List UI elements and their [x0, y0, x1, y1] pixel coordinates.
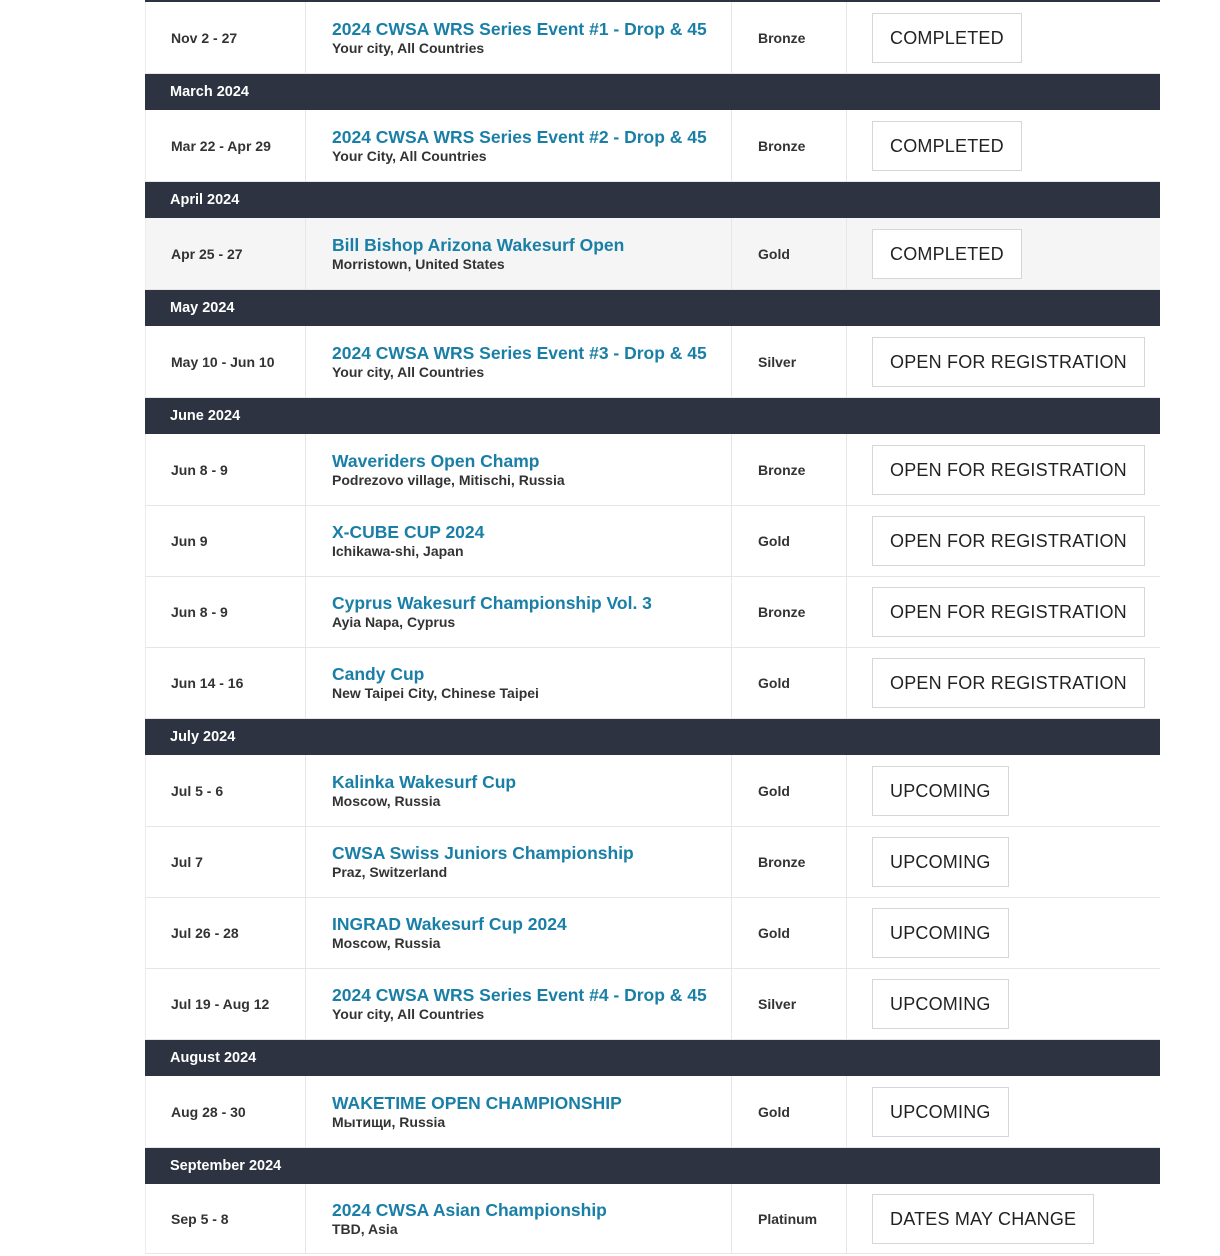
- event-info: [306, 218, 732, 289]
- event-date: Nov 2 - 27: [146, 2, 306, 73]
- event-name-link[interactable]: Bill Bishop Arizona Wakesurf Open: [332, 234, 625, 255]
- event-level: Silver: [732, 969, 847, 1039]
- event-location: Moscow, Russia: [332, 792, 441, 809]
- event-row: [145, 969, 1160, 1040]
- status-button[interactable]: COMPLETED: [872, 13, 1022, 63]
- event-row: [145, 827, 1160, 898]
- event-level: Gold: [732, 1076, 847, 1147]
- event-name-link[interactable]: Kalinka Wakesurf Cup: [332, 771, 517, 792]
- event-location: Your city, All Countries: [332, 1006, 485, 1022]
- event-location: Ayia Napa, Cyprus: [332, 614, 456, 630]
- event-status-cell: [847, 827, 1160, 897]
- status-button[interactable]: UPCOMING: [872, 766, 1009, 816]
- month-header: May 2024: [145, 290, 1160, 326]
- event-name-link[interactable]: Waveriders Open Champ: [332, 450, 540, 471]
- event-info: [306, 577, 732, 647]
- event-status-cell: [847, 755, 1160, 826]
- event-status-cell: [847, 110, 1160, 181]
- event-row: [145, 434, 1160, 506]
- event-location: Morristown, United States: [332, 255, 505, 272]
- event-status-cell: [847, 2, 1160, 73]
- event-level: Silver: [732, 326, 847, 397]
- month-header: March 2024: [145, 74, 1160, 110]
- status-button[interactable]: OPEN FOR REGISTRATION: [872, 658, 1145, 708]
- event-info: [306, 827, 732, 897]
- status-button[interactable]: UPCOMING: [872, 837, 1009, 887]
- status-button[interactable]: OPEN FOR REGISTRATION: [872, 516, 1145, 566]
- status-button[interactable]: DATES MAY CHANGE: [872, 1194, 1094, 1244]
- event-date: Jun 8 - 9: [146, 434, 306, 505]
- event-info: [306, 434, 732, 505]
- event-date: Apr 25 - 27: [146, 218, 306, 289]
- event-row: [145, 648, 1160, 719]
- event-name-link[interactable]: Cyprus Wakesurf Championship Vol. 3: [332, 593, 652, 613]
- event-level: Gold: [732, 648, 847, 718]
- status-button[interactable]: COMPLETED: [872, 229, 1022, 279]
- event-row: [145, 898, 1160, 969]
- event-location: Podrezovo village, Mitischi, Russia: [332, 471, 565, 488]
- event-location: Your City, All Countries: [332, 147, 487, 164]
- event-status-cell: [847, 326, 1160, 397]
- event-row: [145, 326, 1160, 398]
- event-status-cell: [847, 434, 1160, 505]
- event-row: [145, 577, 1160, 648]
- event-date: Jul 19 - Aug 12: [146, 969, 306, 1039]
- event-level: Gold: [732, 218, 847, 289]
- event-info: [306, 110, 732, 181]
- event-status-cell: [847, 1184, 1160, 1253]
- status-button[interactable]: OPEN FOR REGISTRATION: [872, 445, 1145, 495]
- event-row: [145, 1184, 1160, 1254]
- event-name-link[interactable]: X-CUBE CUP 2024: [332, 522, 485, 542]
- event-info: [306, 2, 732, 73]
- status-button[interactable]: OPEN FOR REGISTRATION: [872, 587, 1145, 637]
- event-status-cell: [847, 648, 1160, 718]
- status-button[interactable]: UPCOMING: [872, 908, 1009, 958]
- event-name-link[interactable]: 2024 CWSA WRS Series Event #4 - Drop & 45: [332, 985, 707, 1005]
- event-name-link[interactable]: 2024 CWSA WRS Series Event #2 - Drop & 45: [332, 126, 707, 147]
- event-name-link[interactable]: Candy Cup: [332, 664, 425, 684]
- month-header: September 2024: [145, 1148, 1160, 1184]
- event-level: Bronze: [732, 577, 847, 647]
- event-date: May 10 - Jun 10: [146, 326, 306, 397]
- event-level: Bronze: [732, 434, 847, 505]
- event-level: Platinum: [732, 1184, 847, 1253]
- event-location: Your city, All Countries: [332, 39, 485, 56]
- event-row: [145, 2, 1160, 74]
- event-row: [145, 506, 1160, 577]
- event-location: Praz, Switzerland: [332, 864, 448, 880]
- event-info: [306, 648, 732, 718]
- event-name-link[interactable]: 2024 CWSA WRS Series Event #3 - Drop & 45: [332, 342, 707, 363]
- event-info: [306, 1076, 732, 1147]
- status-button[interactable]: COMPLETED: [872, 121, 1022, 171]
- event-status-cell: [847, 577, 1160, 647]
- event-level: Bronze: [732, 110, 847, 181]
- event-level: Bronze: [732, 2, 847, 73]
- event-info: [306, 506, 732, 576]
- event-location: Moscow, Russia: [332, 935, 441, 951]
- event-name-link[interactable]: 2024 CWSA Asian Championship: [332, 1199, 607, 1220]
- event-date: Jun 9: [146, 506, 306, 576]
- event-info: [306, 1184, 732, 1253]
- event-info: [306, 969, 732, 1039]
- event-location: Мытищи, Russia: [332, 1113, 446, 1130]
- event-date: Sep 5 - 8: [146, 1184, 306, 1253]
- event-date: Jun 14 - 16: [146, 648, 306, 718]
- event-info: [306, 898, 732, 968]
- event-name-link[interactable]: INGRAD Wakesurf Cup 2024: [332, 914, 567, 934]
- events-table: [145, 0, 1160, 1254]
- event-date: Jul 7: [146, 827, 306, 897]
- event-row: [145, 110, 1160, 182]
- event-status-cell: [847, 506, 1160, 576]
- event-location: New Taipei City, Chinese Taipei: [332, 685, 539, 701]
- month-header: August 2024: [145, 1040, 1160, 1076]
- event-date: Aug 28 - 30: [146, 1076, 306, 1147]
- event-location: Your city, All Countries: [332, 363, 485, 380]
- event-status-cell: [847, 1076, 1160, 1147]
- event-level: Gold: [732, 506, 847, 576]
- event-level: Bronze: [732, 827, 847, 897]
- event-location: Ichikawa-shi, Japan: [332, 543, 464, 559]
- event-status-cell: [847, 969, 1160, 1039]
- month-header: July 2024: [145, 719, 1160, 755]
- event-row: [145, 755, 1160, 827]
- event-location: TBD, Asia: [332, 1220, 398, 1237]
- event-status-cell: [847, 898, 1160, 968]
- event-info: [306, 326, 732, 397]
- event-date: Jun 8 - 9: [146, 577, 306, 647]
- status-button[interactable]: UPCOMING: [872, 1087, 1009, 1137]
- status-button[interactable]: UPCOMING: [872, 979, 1009, 1029]
- event-name-link[interactable]: 2024 CWSA WRS Series Event #1 - Drop & 45: [332, 18, 707, 39]
- event-info: [306, 755, 732, 826]
- event-level: Gold: [732, 755, 847, 826]
- status-button[interactable]: OPEN FOR REGISTRATION: [872, 337, 1145, 387]
- event-row: [145, 218, 1160, 290]
- event-status-cell: [847, 218, 1160, 289]
- event-name-link[interactable]: WAKETIME OPEN CHAMPIONSHIP: [332, 1092, 622, 1113]
- event-row: [145, 1076, 1160, 1148]
- event-date: Jul 5 - 6: [146, 755, 306, 826]
- event-name-link[interactable]: CWSA Swiss Juniors Championship: [332, 843, 634, 863]
- month-header: June 2024: [145, 398, 1160, 434]
- event-level: Gold: [732, 898, 847, 968]
- month-header: April 2024: [145, 182, 1160, 218]
- event-date: Mar 22 - Apr 29: [146, 110, 306, 181]
- event-date: Jul 26 - 28: [146, 898, 306, 968]
